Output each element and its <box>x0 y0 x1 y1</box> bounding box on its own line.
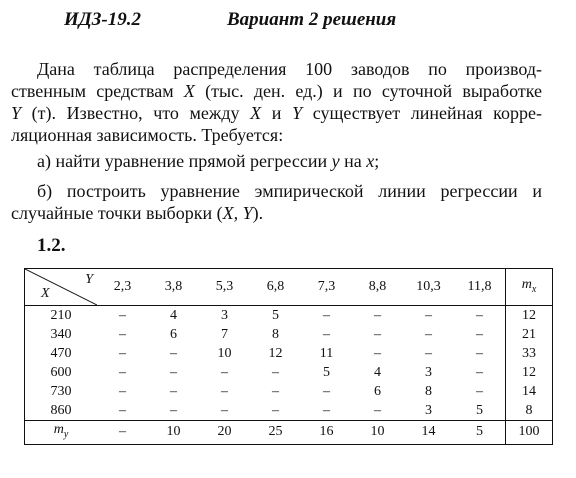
frequency-cell: 6 <box>170 326 177 342</box>
frequency-cell: – <box>272 402 279 418</box>
corner-y-label: Y <box>85 272 93 287</box>
frequency-cell: 11 <box>319 345 334 361</box>
my-value: 20 <box>199 421 250 445</box>
distribution-table <box>24 268 553 445</box>
my-value: – <box>97 421 148 445</box>
frequency-cell: 8 <box>425 383 432 399</box>
frequency-cell: 3 <box>425 364 432 380</box>
text-fragment: (т). Известно, что между <box>21 103 251 123</box>
table-header-row <box>25 269 553 306</box>
frequency-cell: 3 <box>221 307 228 323</box>
table-row <box>25 306 553 326</box>
frequency-cell: – <box>323 307 330 323</box>
frequency-cell: – <box>170 364 177 380</box>
variant-title: Вариант 2 решения <box>227 9 397 30</box>
frequency-cell: 5 <box>476 402 483 418</box>
mx-value: 14 <box>506 382 553 401</box>
mx-value: 21 <box>506 325 553 344</box>
frequency-cell: – <box>323 326 330 342</box>
x-value: 730 <box>50 383 72 399</box>
text-fragment: (тыс. ден. ед.) и по суточной выработке <box>194 81 542 101</box>
frequency-cell: – <box>323 383 330 399</box>
text-fragment: ственным средствам <box>11 81 184 101</box>
x-value: 340 <box>50 326 72 342</box>
var-xy: X, Y <box>222 203 253 223</box>
document-header <box>0 9 576 35</box>
y-header: 3,8 <box>148 269 199 306</box>
my-row <box>25 421 553 445</box>
text-fragment: на <box>339 151 367 171</box>
table-row <box>25 363 553 382</box>
frequency-cell: 5 <box>323 364 330 380</box>
frequency-cell: – <box>374 345 381 361</box>
frequency-cell: – <box>119 345 126 361</box>
item-b-line-1: б) построить уравнение эмпирической линии регрессии и <box>37 181 542 201</box>
table-row <box>25 344 553 363</box>
frequency-cell: – <box>221 364 228 380</box>
my-header <box>25 421 98 445</box>
frequency-cell: – <box>425 345 432 361</box>
x-value: 470 <box>50 345 72 361</box>
my-subscript: y <box>63 428 69 440</box>
frequency-cell: – <box>119 364 126 380</box>
frequency-cell: 12 <box>268 345 283 361</box>
text-fragment: существует линейная корре- <box>302 103 542 123</box>
item-a <box>11 150 542 172</box>
problem-line-3 <box>11 102 542 124</box>
frequency-cell: 10 <box>217 345 232 361</box>
my-value: 5 <box>454 421 506 445</box>
text-fragment: ). <box>252 203 264 223</box>
frequency-cell: 4 <box>374 364 381 380</box>
x-value: 600 <box>50 364 72 380</box>
problem-line-4: ляционная зависимость. Требуется: <box>11 125 284 145</box>
item-b-line-2 <box>11 202 542 224</box>
frequency-cell: – <box>170 383 177 399</box>
item-b <box>11 180 542 224</box>
frequency-cell: – <box>476 364 483 380</box>
var-y: Y <box>292 103 303 123</box>
mx-value: 12 <box>506 363 553 382</box>
frequency-cell: – <box>425 307 432 323</box>
frequency-cell: – <box>119 402 126 418</box>
frequency-cell: 8 <box>272 326 279 342</box>
y-header: 8,8 <box>352 269 403 306</box>
item-a-line <box>37 150 542 172</box>
var-y: Y <box>11 103 22 123</box>
text-fragment: а) найти уравнение прямой регрессии <box>37 151 332 171</box>
my-symbol: m <box>53 422 64 437</box>
my-value: 25 <box>250 421 301 445</box>
text-fragment: ; <box>374 151 380 171</box>
table-row <box>25 325 553 344</box>
mx-subscript: x <box>531 283 537 295</box>
frequency-cell: – <box>170 345 177 361</box>
y-header: 6,8 <box>250 269 301 306</box>
frequency-cell: – <box>119 326 126 342</box>
mx-symbol: m <box>521 276 532 292</box>
corner-x-label: X <box>41 286 50 301</box>
y-header: 5,3 <box>199 269 250 306</box>
frequency-cell: – <box>476 326 483 342</box>
text-fragment: случайные точки выборки ( <box>11 203 223 223</box>
mx-value: 12 <box>506 306 553 326</box>
frequency-cell: 7 <box>221 326 228 342</box>
frequency-cell: – <box>374 326 381 342</box>
y-header: 10,3 <box>403 269 454 306</box>
frequency-cell: – <box>119 307 126 323</box>
my-value: 16 <box>301 421 352 445</box>
table-corner-cell <box>25 269 98 306</box>
mx-value: 33 <box>506 344 553 363</box>
var-x: X <box>250 103 262 123</box>
frequency-cell: – <box>119 383 126 399</box>
problem-line-2 <box>11 80 542 102</box>
frequency-cell: – <box>374 307 381 323</box>
mx-header <box>506 269 553 306</box>
frequency-cell: 4 <box>170 307 177 323</box>
total-value: 100 <box>506 421 553 445</box>
y-header: 11,8 <box>454 269 506 306</box>
x-value: 210 <box>50 307 72 323</box>
frequency-cell: – <box>170 402 177 418</box>
frequency-cell: – <box>272 383 279 399</box>
problem-statement <box>11 58 542 146</box>
frequency-cell: – <box>272 364 279 380</box>
table-row <box>25 401 553 421</box>
frequency-cell: – <box>476 383 483 399</box>
section-number: 1.2. <box>37 235 66 256</box>
frequency-cell: – <box>374 402 381 418</box>
frequency-cell: 5 <box>272 307 279 323</box>
frequency-cell: 3 <box>425 402 432 418</box>
var-y: y <box>331 151 340 171</box>
y-header: 2,3 <box>97 269 148 306</box>
my-value: 10 <box>352 421 403 445</box>
frequency-cell: – <box>476 345 483 361</box>
frequency-cell: 6 <box>374 383 381 399</box>
frequency-cell: – <box>221 383 228 399</box>
frequency-cell: – <box>221 402 228 418</box>
text-fragment: и <box>261 103 293 123</box>
my-value: 10 <box>148 421 199 445</box>
frequency-cell: – <box>476 307 483 323</box>
frequency-cell: – <box>425 326 432 342</box>
table-row <box>25 382 553 401</box>
my-value: 14 <box>403 421 454 445</box>
task-id: ИДЗ-19.2 <box>64 9 142 30</box>
mx-value: 8 <box>506 401 553 421</box>
frequency-cell: – <box>323 402 330 418</box>
problem-line-1: Дана таблица распределения 100 заводов по производ- <box>37 59 542 79</box>
var-x: x <box>366 151 375 171</box>
x-value: 860 <box>50 402 72 418</box>
var-x: X <box>183 81 195 101</box>
y-header: 7,3 <box>301 269 352 306</box>
